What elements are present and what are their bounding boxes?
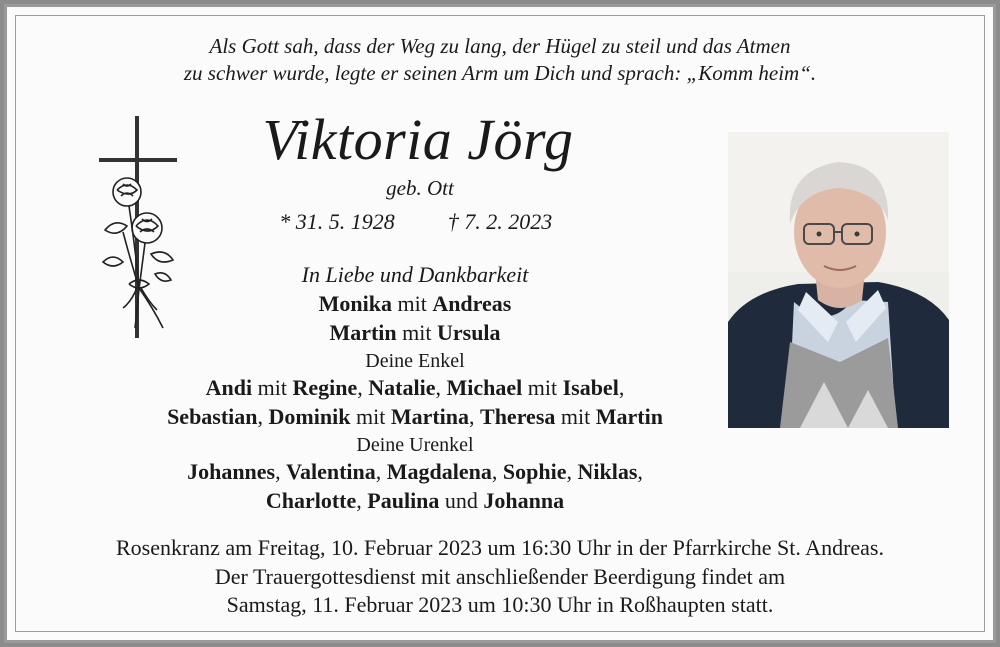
connector: ,: [375, 459, 387, 484]
mourner-name: Johannes: [187, 459, 276, 484]
connector: mit: [555, 404, 596, 429]
mourner-name: Johanna: [483, 488, 565, 513]
quote-line-2: zu schwer wurde, legte er seinen Arm um Dich und sprach: „Komm heim“.: [183, 61, 817, 85]
portrait-photo: [728, 132, 949, 428]
grandchildren-label: Deine Enkel: [365, 350, 465, 372]
connector: mit: [522, 375, 563, 400]
cross-with-roses-icon: [93, 112, 185, 342]
connector: mit: [396, 320, 437, 345]
mourner-name: Ursula: [436, 320, 501, 345]
mourner-name: Magdalena: [386, 459, 492, 484]
great-grandchildren-line-1: [110, 459, 720, 485]
mourner-name: Sebastian: [167, 404, 258, 429]
mourner-name: Theresa: [480, 404, 556, 429]
death-date: † 7. 2. 2023: [447, 209, 553, 234]
mourner-name: Charlotte: [265, 488, 357, 513]
connector: ,: [257, 404, 269, 429]
mourner-name: Martina: [390, 404, 470, 429]
mourner-name: Natalie: [368, 375, 436, 400]
quote-line-1: Als Gott sah, dass der Weg zu lang, der Hügel zu steil und das Atmen: [209, 34, 791, 58]
connector: mit: [350, 404, 391, 429]
mourner-name: Valentina: [286, 459, 376, 484]
birth-date: * 31. 5. 1928: [279, 209, 395, 234]
grandchildren-line-2: [110, 404, 720, 430]
connector: und: [439, 488, 484, 513]
connector: ,: [566, 459, 578, 484]
connector: ,: [491, 459, 503, 484]
mourner-name: Dominik: [268, 404, 351, 429]
mourner-name: Regine: [292, 375, 358, 400]
connector: mit: [391, 291, 433, 316]
couple-2: [230, 320, 600, 346]
grandchildren-line-1: [110, 375, 720, 401]
service-line-2: Der Trauergottesdienst mit anschließender Beerdigung findet am: [214, 564, 786, 589]
mourner-name: Paulina: [367, 488, 440, 513]
connector: ,: [469, 404, 481, 429]
connector: mit: [252, 375, 293, 400]
great-grandchildren-label: Deine Urenkel: [356, 434, 474, 456]
connector: ,: [637, 459, 643, 484]
deceased-name: Viktoria Jörg: [262, 107, 574, 172]
mourner-name: Isabel: [562, 375, 619, 400]
maiden-name: geb. Ott: [386, 176, 454, 200]
mourner-name: Andi: [205, 375, 253, 400]
service-line-1: Rosenkranz am Freitag, 10. Februar 2023 um 16:30 Uhr in der Pfarrkirche St. Andreas.: [116, 535, 884, 560]
mourner-name: Martin: [329, 320, 397, 345]
couple-1: [230, 291, 600, 317]
mourner-name: Monika: [318, 291, 392, 316]
mourner-name: Michael: [446, 375, 523, 400]
mourner-name: Andreas: [432, 291, 512, 316]
mourner-name: Niklas: [577, 459, 638, 484]
connector: ,: [275, 459, 287, 484]
mourners-intro: In Liebe und Dankbarkeit: [301, 262, 529, 287]
connector: ,: [618, 375, 625, 400]
mourner-name: Martin: [595, 404, 663, 429]
connector: ,: [357, 375, 369, 400]
connector: ,: [356, 488, 368, 513]
connector: ,: [435, 375, 447, 400]
service-line-3: Samstag, 11. Februar 2023 um 10:30 Uhr in Roßhaupten statt.: [226, 592, 774, 617]
mourner-name: Sophie: [502, 459, 567, 484]
great-grandchildren-line-2: [110, 488, 720, 514]
